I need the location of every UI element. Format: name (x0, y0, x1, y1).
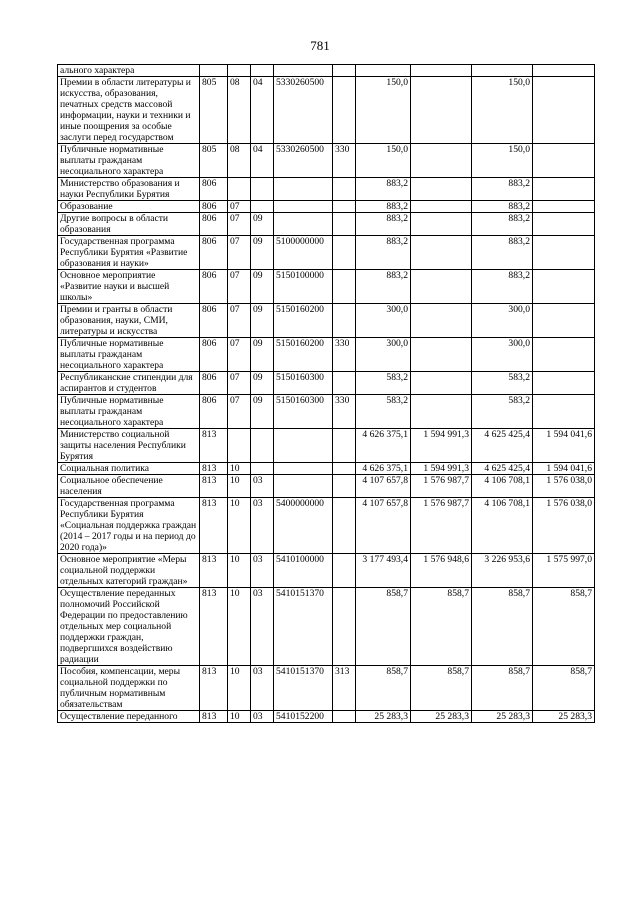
table-body (58, 65, 595, 723)
table-row (58, 144, 595, 178)
row-amount-3: 883,2 (472, 236, 533, 270)
row-amount-4: 1 575 997,0 (533, 554, 595, 588)
row-amount-4: 1 576 038,0 (533, 498, 595, 554)
row-amount-3: 883,2 (472, 270, 533, 304)
row-amount-3: 583,2 (472, 395, 533, 429)
row-amount-1 (356, 65, 411, 77)
row-amount-4 (533, 213, 595, 236)
row-name: ального характера (58, 65, 200, 77)
row-expense-type-code (333, 554, 356, 588)
row-name: Основное мероприятие «Меры социальной поддержки отдельных категорий граждан» (58, 554, 200, 588)
row-amount-2 (411, 77, 472, 144)
row-name: Публичные нормативные выплаты гражданам несоциального характера (58, 144, 200, 178)
row-subsection-code: 03 (251, 554, 274, 588)
row-amount-2: 858,7 (411, 588, 472, 666)
row-target-item-code (274, 463, 333, 475)
row-target-item-code: 5330260500 (274, 144, 333, 178)
row-amount-3: 150,0 (472, 77, 533, 144)
row-subsection-code: 09 (251, 395, 274, 429)
row-subsection-code (251, 178, 274, 201)
row-amount-2: 1 594 991,3 (411, 429, 472, 463)
row-name: Республиканские стипендии для аспирантов и студентов (58, 372, 200, 395)
row-name: Министерство социальной защиты населения Республики Бурятия (58, 429, 200, 463)
row-name: Государственная программа Республики Бурятия «Социальная поддержка граждан (2014 – 2017 годы и на период до 2020 года)» (58, 498, 200, 554)
row-amount-2 (411, 372, 472, 395)
row-target-item-code (274, 65, 333, 77)
row-section-code (228, 178, 251, 201)
row-name: Пособия, компенсации, меры социальной поддержки по публичным нормативным обязательствам (58, 666, 200, 711)
page-number: 781 (310, 38, 330, 53)
row-amount-3: 858,7 (472, 666, 533, 711)
row-amount-1: 883,2 (356, 178, 411, 201)
row-ved-code: 813 (200, 475, 228, 498)
row-section-code: 08 (228, 77, 251, 144)
row-target-item-code: 5330260500 (274, 77, 333, 144)
budget-table (57, 64, 595, 723)
row-name: Образование (58, 201, 200, 213)
row-amount-3: 150,0 (472, 144, 533, 178)
row-ved-code: 806 (200, 395, 228, 429)
row-ved-code: 813 (200, 588, 228, 666)
row-subsection-code (251, 65, 274, 77)
table-row (58, 475, 595, 498)
row-subsection-code: 03 (251, 498, 274, 554)
row-subsection-code: 03 (251, 475, 274, 498)
row-expense-type-code (333, 711, 356, 723)
row-amount-2 (411, 213, 472, 236)
row-expense-type-code (333, 463, 356, 475)
row-ved-code: 813 (200, 554, 228, 588)
table-row (58, 395, 595, 429)
row-section-code: 07 (228, 270, 251, 304)
row-subsection-code: 03 (251, 711, 274, 723)
row-subsection-code: 09 (251, 338, 274, 372)
row-subsection-code: 03 (251, 588, 274, 666)
row-target-item-code (274, 201, 333, 213)
row-section-code: 10 (228, 666, 251, 711)
row-subsection-code (251, 429, 274, 463)
row-target-item-code: 5410151370 (274, 588, 333, 666)
row-amount-4 (533, 338, 595, 372)
row-expense-type-code (333, 178, 356, 201)
row-target-item-code (274, 213, 333, 236)
row-amount-1: 583,2 (356, 395, 411, 429)
row-subsection-code (251, 201, 274, 213)
row-name: Министерство образования и науки Республики Бурятия (58, 178, 200, 201)
row-name: Публичные нормативные выплаты гражданам несоциального характера (58, 395, 200, 429)
row-target-item-code: 5410151370 (274, 666, 333, 711)
row-section-code: 10 (228, 711, 251, 723)
table-row (58, 270, 595, 304)
table-row (58, 711, 595, 723)
row-expense-type-code (333, 475, 356, 498)
row-expense-type-code (333, 588, 356, 666)
row-target-item-code: 5410100000 (274, 554, 333, 588)
row-amount-1: 858,7 (356, 588, 411, 666)
row-amount-4: 1 594 041,6 (533, 463, 595, 475)
row-amount-2: 1 576 948,6 (411, 554, 472, 588)
row-section-code (228, 429, 251, 463)
row-amount-1: 25 283,3 (356, 711, 411, 723)
row-name: Социальное обеспечение населения (58, 475, 200, 498)
row-amount-1: 150,0 (356, 77, 411, 144)
row-target-item-code: 5150160200 (274, 304, 333, 338)
row-expense-type-code: 313 (333, 666, 356, 711)
row-amount-3 (472, 65, 533, 77)
table-row (58, 65, 595, 77)
row-amount-1: 4 626 375,1 (356, 429, 411, 463)
row-name: Премии и гранты в области образования, науки, СМИ, литературы и искусства (58, 304, 200, 338)
row-name: Основное мероприятие «Развитие науки и высшей школы» (58, 270, 200, 304)
row-amount-4 (533, 304, 595, 338)
row-amount-3: 4 625 425,4 (472, 463, 533, 475)
row-amount-3: 4 106 708,1 (472, 498, 533, 554)
row-amount-4 (533, 65, 595, 77)
row-amount-4: 858,7 (533, 588, 595, 666)
row-target-item-code (274, 178, 333, 201)
row-expense-type-code: 330 (333, 338, 356, 372)
row-amount-2: 858,7 (411, 666, 472, 711)
row-amount-4: 25 283,3 (533, 711, 595, 723)
row-amount-3: 3 226 953,6 (472, 554, 533, 588)
row-amount-1: 4 107 657,8 (356, 498, 411, 554)
row-amount-2 (411, 395, 472, 429)
row-ved-code: 806 (200, 338, 228, 372)
row-amount-2 (411, 236, 472, 270)
row-amount-2 (411, 65, 472, 77)
row-amount-4: 858,7 (533, 666, 595, 711)
row-amount-3: 300,0 (472, 304, 533, 338)
row-target-item-code (274, 475, 333, 498)
row-expense-type-code (333, 201, 356, 213)
row-ved-code: 806 (200, 178, 228, 201)
row-expense-type-code (333, 213, 356, 236)
row-amount-4: 1 576 038,0 (533, 475, 595, 498)
row-subsection-code: 09 (251, 304, 274, 338)
row-section-code (228, 65, 251, 77)
row-amount-2 (411, 338, 472, 372)
row-expense-type-code (333, 236, 356, 270)
table-row (58, 304, 595, 338)
table-row (58, 201, 595, 213)
row-amount-4 (533, 395, 595, 429)
row-amount-3: 300,0 (472, 338, 533, 372)
row-section-code: 08 (228, 144, 251, 178)
row-subsection-code: 04 (251, 144, 274, 178)
row-amount-4: 1 594 041,6 (533, 429, 595, 463)
row-amount-2: 25 283,3 (411, 711, 472, 723)
row-ved-code: 806 (200, 201, 228, 213)
row-amount-1: 3 177 493,4 (356, 554, 411, 588)
row-name: Государственная программа Республики Бурятия «Развитие образования и науки» (58, 236, 200, 270)
row-amount-3: 25 283,3 (472, 711, 533, 723)
row-ved-code: 806 (200, 236, 228, 270)
row-ved-code: 813 (200, 666, 228, 711)
row-target-item-code: 5150160200 (274, 338, 333, 372)
row-subsection-code: 09 (251, 270, 274, 304)
row-target-item-code: 5150160300 (274, 372, 333, 395)
row-subsection-code: 04 (251, 77, 274, 144)
row-subsection-code: 09 (251, 213, 274, 236)
row-subsection-code: 03 (251, 666, 274, 711)
row-section-code: 07 (228, 338, 251, 372)
row-target-item-code: 5400000000 (274, 498, 333, 554)
table-row (58, 463, 595, 475)
row-ved-code: 805 (200, 77, 228, 144)
row-amount-4 (533, 77, 595, 144)
row-amount-4 (533, 372, 595, 395)
row-amount-1: 858,7 (356, 666, 411, 711)
row-expense-type-code (333, 304, 356, 338)
row-amount-2 (411, 270, 472, 304)
row-expense-type-code (333, 372, 356, 395)
row-amount-2 (411, 304, 472, 338)
row-amount-3: 4 106 708,1 (472, 475, 533, 498)
row-section-code: 10 (228, 588, 251, 666)
table-row (58, 429, 595, 463)
row-ved-code: 806 (200, 270, 228, 304)
row-section-code: 07 (228, 395, 251, 429)
row-expense-type-code (333, 77, 356, 144)
table-row (58, 588, 595, 666)
row-section-code: 10 (228, 475, 251, 498)
row-amount-2 (411, 144, 472, 178)
row-amount-3: 583,2 (472, 372, 533, 395)
row-target-item-code: 5100000000 (274, 236, 333, 270)
row-section-code: 10 (228, 554, 251, 588)
table-row (58, 372, 595, 395)
row-amount-1: 4 626 375,1 (356, 463, 411, 475)
row-subsection-code: 09 (251, 372, 274, 395)
row-section-code: 07 (228, 201, 251, 213)
row-amount-1: 883,2 (356, 201, 411, 213)
row-amount-4 (533, 201, 595, 213)
row-name: Социальная политика (58, 463, 200, 475)
row-amount-4 (533, 178, 595, 201)
table-row (58, 666, 595, 711)
row-amount-1: 883,2 (356, 270, 411, 304)
table-row (58, 338, 595, 372)
row-section-code: 10 (228, 498, 251, 554)
row-ved-code: 813 (200, 429, 228, 463)
row-ved-code: 813 (200, 463, 228, 475)
row-target-item-code (274, 429, 333, 463)
row-amount-1: 883,2 (356, 213, 411, 236)
row-amount-1: 4 107 657,8 (356, 475, 411, 498)
row-expense-type-code: 330 (333, 395, 356, 429)
row-amount-2 (411, 178, 472, 201)
row-target-item-code: 5410152200 (274, 711, 333, 723)
row-amount-1: 883,2 (356, 236, 411, 270)
row-expense-type-code (333, 65, 356, 77)
row-name: Осуществление переданного (58, 711, 200, 723)
row-expense-type-code (333, 270, 356, 304)
row-ved-code: 813 (200, 711, 228, 723)
table-row (58, 213, 595, 236)
row-amount-1: 150,0 (356, 144, 411, 178)
row-section-code: 07 (228, 213, 251, 236)
row-subsection-code: 09 (251, 236, 274, 270)
row-amount-2: 1 576 987,7 (411, 475, 472, 498)
row-amount-3: 883,2 (472, 213, 533, 236)
row-amount-4 (533, 236, 595, 270)
row-amount-2: 1 576 987,7 (411, 498, 472, 554)
row-ved-code: 806 (200, 304, 228, 338)
row-amount-1: 583,2 (356, 372, 411, 395)
row-ved-code: 806 (200, 372, 228, 395)
table-row (58, 77, 595, 144)
row-amount-4 (533, 270, 595, 304)
row-expense-type-code: 330 (333, 144, 356, 178)
row-ved-code (200, 65, 228, 77)
table-row (58, 498, 595, 554)
row-amount-1: 300,0 (356, 304, 411, 338)
row-amount-3: 883,2 (472, 178, 533, 201)
row-name: Премии в области литературы и искусства, образования, печатных средств массовой информации, науки и техники и иные поощрения за особые заслуги перед государством (58, 77, 200, 144)
row-amount-4 (533, 144, 595, 178)
row-target-item-code: 5150100000 (274, 270, 333, 304)
row-target-item-code: 5150160300 (274, 395, 333, 429)
table-row (58, 236, 595, 270)
row-amount-1: 300,0 (356, 338, 411, 372)
row-ved-code: 806 (200, 213, 228, 236)
row-name: Другие вопросы в области образования (58, 213, 200, 236)
row-section-code: 07 (228, 304, 251, 338)
row-name: Публичные нормативные выплаты гражданам несоциального характера (58, 338, 200, 372)
row-ved-code: 813 (200, 498, 228, 554)
row-amount-2 (411, 201, 472, 213)
table-row (58, 178, 595, 201)
table-row (58, 554, 595, 588)
row-amount-3: 858,7 (472, 588, 533, 666)
row-section-code: 07 (228, 236, 251, 270)
row-section-code: 10 (228, 463, 251, 475)
row-expense-type-code (333, 498, 356, 554)
row-expense-type-code (333, 429, 356, 463)
row-amount-3: 883,2 (472, 201, 533, 213)
row-subsection-code (251, 463, 274, 475)
row-section-code: 07 (228, 372, 251, 395)
row-name: Осуществление переданных полномочий Российской Федерации по предоставлению отдельных мер социальной поддержки граждан, подвергшихся воздействию радиации (58, 588, 200, 666)
row-amount-3: 4 625 425,4 (472, 429, 533, 463)
row-ved-code: 805 (200, 144, 228, 178)
row-amount-2: 1 594 991,3 (411, 463, 472, 475)
